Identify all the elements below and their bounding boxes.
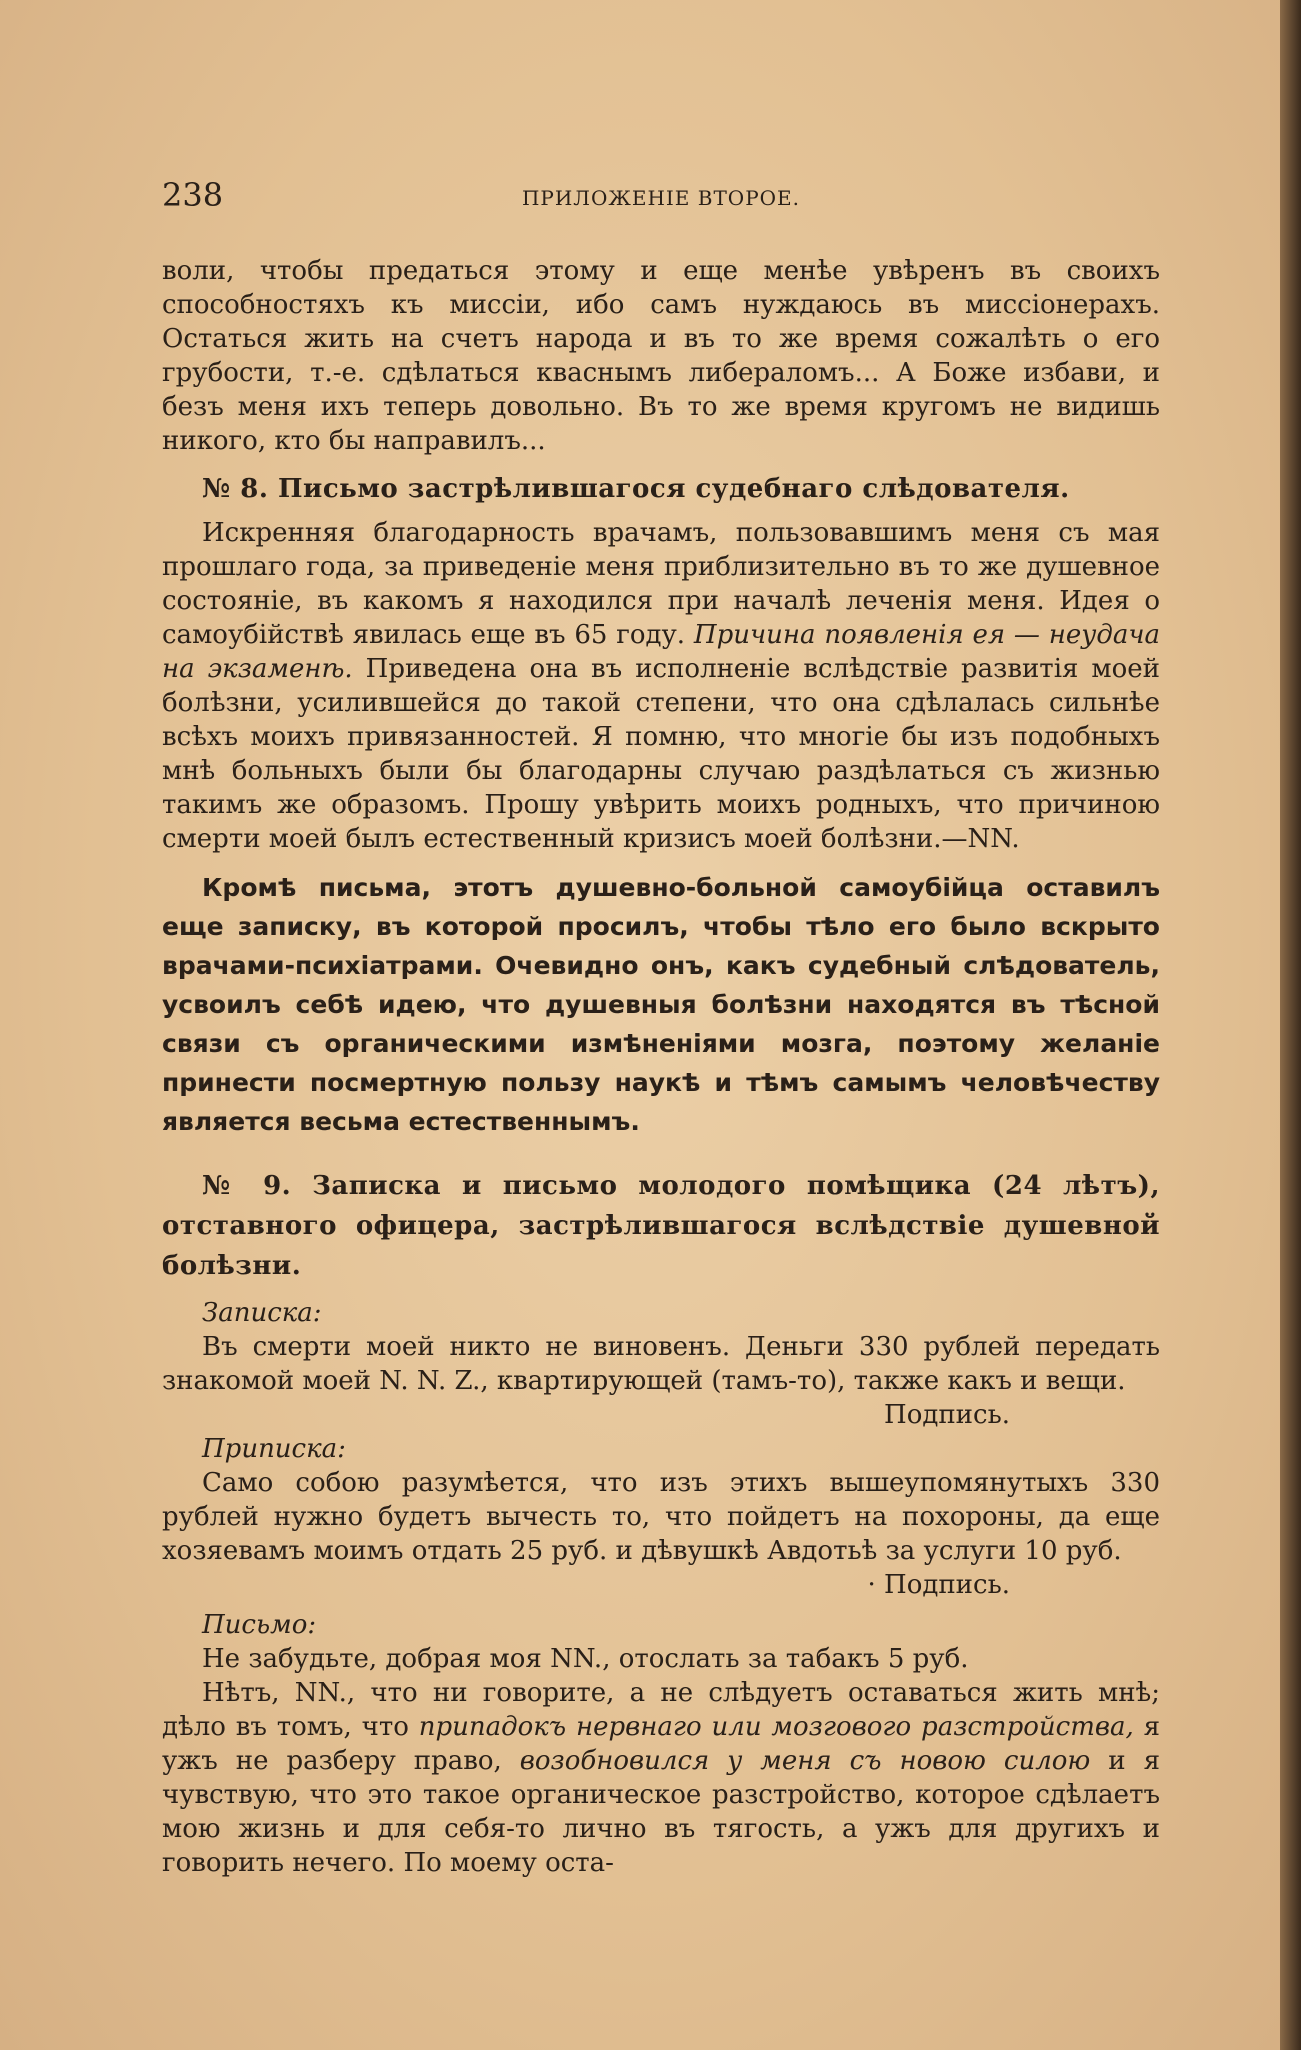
letter-p2-italic-2: возобновился у меня съ новою силою [519,1746,1091,1776]
running-head: ПРИЛОЖЕНІЕ ВТОРОЕ. [521,186,801,210]
letter-p2-a: Нѣтъ, NN., что ни говорите, а не слѣдуетъ оставаться жить мнѣ; дѣло въ томъ, что [162,1678,1160,1742]
letter-label: Письмо: [202,1610,317,1640]
letter-p2-c: и я чувствую, что это такое органическое разстройство, которое сдѣлаетъ мою жизнь и для себя-то лично въ тягость, а ужъ для другихъ и говорить нечего. По моему оста- [162,1746,1161,1878]
section-8-letter [162,516,1160,856]
page-number: 238 [162,176,224,214]
letter-text-2: Приведена она въ исполненіе вслѣдствіе развитія моей болѣзни, усилившейся до такой степени, что она сдѣлалась сильнѣе всѣхъ моихъ привязанностей. Я помню, что многіе бы изъ подобныхъ мнѣ больныхъ были бы благодарны случаю раздѣлаться съ жизнью такимъ же образомъ. Прошу увѣрить моихъ родныхъ, что причиною смерти моей былъ естественный кризисъ моей болѣзни.—NN. [162,654,1160,854]
section-9 [162,1166,1160,1880]
postscript-signature: · Подпись. [867,1570,1010,1600]
section-8-commentary: Кромѣ письма, этотъ душевно-больной самоубійца оставилъ еще записку, въ которой просилъ, чтобы тѣло его было вскрыто врачами-психіатрами. Очевидно онъ, какъ судебный слѣдователь, усвоилъ себѣ идею, что душевныя болѣзни находятся въ тѣсной связи съ органическими измѣненіями мозга, поэтому желаніе принести посмертную пользу наукѣ и тѣмъ самымъ человѣчеству является весьма естественнымъ. [162,873,1160,1136]
note-signature: Подпись. [884,1400,1010,1430]
letter-italic: Причина появленія ея — неудача на экзаменѣ. [162,620,1160,684]
note-label: Записка: [202,1298,322,1328]
letter-line-1: Не забудьте, добрая моя NN., отослать за табакъ 5 руб. [202,1644,969,1674]
postscript-label: Приписка: [202,1434,346,1464]
page-edge [1280,0,1301,2050]
letter-p2-italic-1: припадокъ нервнаго или мозгового разстройства, [418,1712,1134,1742]
postscript-text: Само собою разумѣется, что изъ этихъ вышеупомянутыхъ 330 рублей нужно будетъ вычесть то, что пойдетъ на похороны, да еще хозяевамъ моимъ отдать 25 руб. и дѣвушкѣ Авдотьѣ за услуги 10 руб. [162,1468,1160,1566]
section-8-heading: № 8. Письмо застрѣлившагося судебнаго слѣдователя. [202,474,1070,504]
letter-p2-b: я ужъ не разберу право, [162,1712,1161,1776]
letter-text-1: Искренняя благодарность врачамъ, пользовавшимъ меня съ мая прошлаго года, за приведеніе меня приблизительно въ то же душевное состояніе, въ какомъ я находился при началѣ леченія меня. Идея о самоубійствѣ явилась еще въ 65 году. [162,518,1160,650]
section-8 [162,472,1160,1141]
letter-paragraph-2 [162,1676,1160,1880]
intro-paragraph [162,254,1160,458]
page-header [162,176,1160,216]
note-text: Въ смерти моей никто не виновенъ. Деньги 330 рублей передать знакомой моей N. N. Z., квартирующей (тамъ-то), также какъ и вещи. [162,1332,1160,1396]
section-9-heading: № 9. Записка и письмо молодого помѣщика (24 лѣтъ), отставного офицера, застрѣлившагося вслѣдствіе душевной болѣзни. [162,1171,1160,1281]
intro-text: воли, чтобы предаться этому и еще менѣе увѣренъ въ своихъ способностяхъ къ миссіи, ибо самъ нуждаюсь въ миссіонерахъ. Остаться жить на счетъ народа и въ то же время сожалѣть о его грубости, т.-е. сдѣлаться кваснымъ либераломъ... А Боже избави, и безъ меня ихъ теперь довольно. Въ то же время кругомъ не видишь никого, кто бы направилъ... [162,256,1160,456]
